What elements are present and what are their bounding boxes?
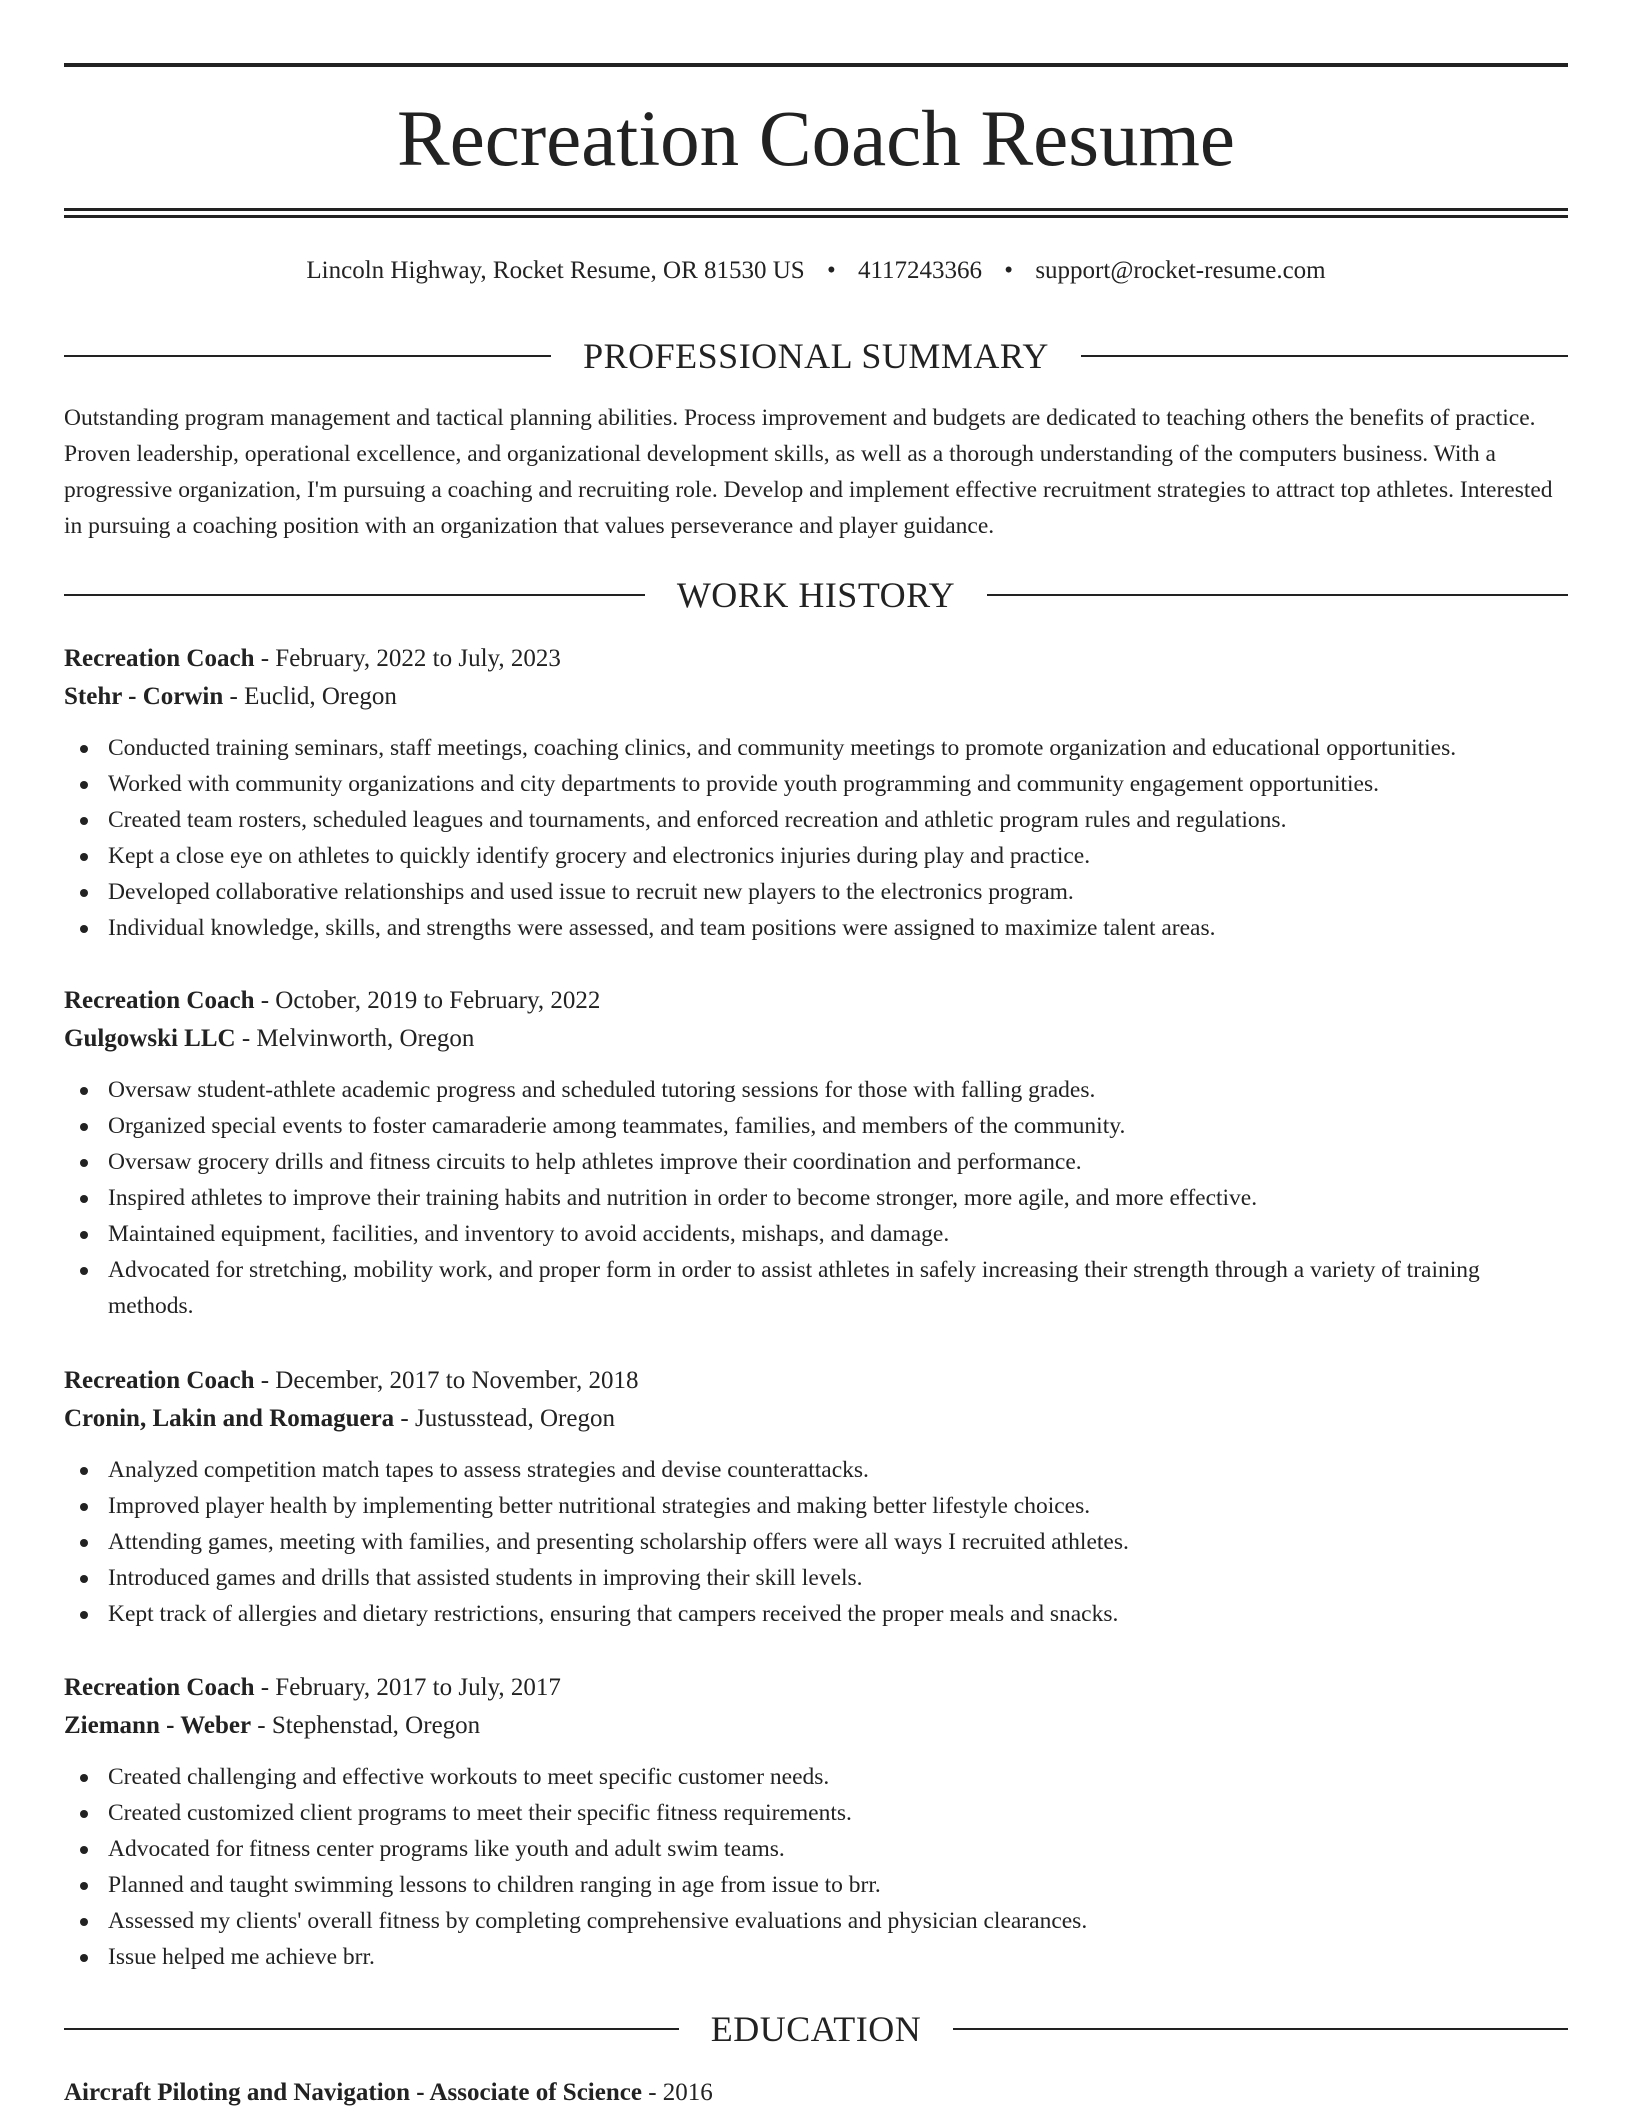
- resume-title: Recreation Coach Resume: [397, 96, 1235, 183]
- list-item: [64, 1144, 1568, 1180]
- bullet-text: Advocated for fitness center programs like youth and adult swim teams.: [108, 1836, 785, 1862]
- section-heading-work-history: [64, 575, 1568, 615]
- bullet-dot: [80, 1231, 88, 1239]
- list-item: [64, 874, 1568, 910]
- bullet-dot: [80, 1611, 88, 1619]
- list-item: [64, 1452, 1568, 1488]
- bullet-text: Oversaw student-athlete academic progress and scheduled tutoring sessions for those with falling grades.: [108, 1077, 1096, 1103]
- list-item: [64, 1180, 1568, 1216]
- bullet-dot: [80, 1159, 88, 1167]
- bullet-dot: [80, 1539, 88, 1547]
- bullet-text: Created customized client programs to meet their specific fitness requirements.: [108, 1800, 852, 1826]
- bullet-text: Developed collaborative relationships and used issue to recruit new players to the electronics program.: [108, 879, 1074, 905]
- job-entry: [64, 982, 1568, 1324]
- section-heading-label: PROFESSIONAL SUMMARY: [583, 336, 1049, 376]
- bullet-dot: [80, 817, 88, 825]
- contact-address: Lincoln Highway, Rocket Resume, OR 81530 US: [306, 257, 805, 284]
- section-heading-label: WORK HISTORY: [676, 575, 956, 615]
- list-item: [64, 1488, 1568, 1524]
- job-title-line: [64, 1669, 1568, 1707]
- job-location: - Melvinworth, Oregon: [235, 1025, 475, 1052]
- job-title-line: [64, 1362, 1568, 1400]
- heading-rule-left: [64, 2028, 679, 2030]
- bullet-text: Maintained equipment, facilities, and inventory to avoid accidents, mishaps, and damage.: [108, 1221, 950, 1247]
- bullet-text: Organized special events to foster camaraderie among teammates, families, and members of the community.: [108, 1113, 1126, 1139]
- bullet-text: Created team rosters, scheduled leagues and tournaments, and enforced recreation and athletic program rules and regulations.: [108, 807, 1287, 833]
- bullet-dot: [80, 1846, 88, 1854]
- bullet-text: Improved player health by implementing better nutritional strategies and making better lifestyle choices.: [108, 1493, 1091, 1519]
- job-company: Gulgowski LLC: [64, 1025, 236, 1052]
- bullet-text: Advocated for stretching, mobility work, and proper form in order to assist athletes in safely increasing their strength through a variety of training methods.: [108, 1257, 1480, 1319]
- list-item: [64, 1072, 1568, 1108]
- job-company: Stehr - Corwin: [64, 683, 224, 710]
- education-degree: Aircraft Piloting and Navigation - Associate of Science: [64, 2079, 642, 2106]
- bullet-dot: [80, 1195, 88, 1203]
- contact-phone: 4117243366: [857, 257, 983, 284]
- list-item: [64, 838, 1568, 874]
- bullet-dot: [80, 1503, 88, 1511]
- bullet-dot: [80, 889, 88, 897]
- list-item: [64, 1903, 1568, 1939]
- list-item: [64, 1524, 1568, 1560]
- bullet-dot: [80, 745, 88, 753]
- bullet-dot: [80, 1467, 88, 1475]
- job-dates: - October, 2019 to February, 2022: [254, 987, 601, 1014]
- bullet-text: Conducted training seminars, staff meetings, coaching clinics, and community meetings to promote organization and educational opportunities.: [108, 735, 1457, 761]
- bullet-dot: [80, 1575, 88, 1583]
- job-title-line: [64, 640, 1568, 678]
- job-location: - Justusstead, Oregon: [394, 1405, 615, 1432]
- bullet-text: Worked with community organizations and city departments to provide youth programming and community engagement opportunities.: [108, 771, 1379, 797]
- top-rule: [64, 63, 1568, 67]
- section-heading-education: [64, 2009, 1568, 2049]
- bullet-dot: [80, 1774, 88, 1782]
- bullet-text: Introduced games and drills that assisted students in improving their skill levels.: [108, 1565, 863, 1591]
- list-item: [64, 1560, 1568, 1596]
- list-item: [64, 730, 1568, 766]
- bullet-dot: [80, 1918, 88, 1926]
- list-item: [64, 1795, 1568, 1831]
- heading-rule-right: [953, 2028, 1568, 2030]
- bullet-dot: [80, 1267, 88, 1275]
- heading-rule-right: [1081, 355, 1568, 357]
- job-dates: - February, 2017 to July, 2017: [254, 1674, 561, 1701]
- job-location: - Euclid, Oregon: [223, 683, 397, 710]
- job-bullets: [64, 1452, 1568, 1632]
- list-item: [64, 802, 1568, 838]
- contact-email: support@rocket-resume.com: [1035, 257, 1326, 284]
- bullet-dot: [80, 1954, 88, 1962]
- list-item: [64, 1831, 1568, 1867]
- list-item: [64, 1252, 1568, 1324]
- bullet-dot: [80, 925, 88, 933]
- job-dates: - December, 2017 to November, 2018: [254, 1367, 639, 1394]
- job-company-line: [64, 678, 1568, 716]
- section-heading-label: EDUCATION: [710, 2009, 922, 2049]
- bullet-text: Attending games, meeting with families, and presenting scholarship offers were all ways I recruited athletes.: [108, 1529, 1129, 1555]
- bullet-dot: [80, 1123, 88, 1131]
- bullet-dot: [80, 781, 88, 789]
- job-entry: [64, 640, 1568, 946]
- bullet-dot: [80, 853, 88, 861]
- bullet-text: Kept track of allergies and dietary restrictions, ensuring that campers received the proper meals and snacks.: [108, 1601, 1119, 1627]
- heading-rule-right: [987, 594, 1568, 596]
- job-entry: [64, 1669, 1568, 1975]
- job-entry: [64, 1362, 1568, 1632]
- list-item: [64, 766, 1568, 802]
- bullet-text: Analyzed competition match tapes to assess strategies and devise counterattacks.: [108, 1457, 869, 1483]
- bullet-text: Inspired athletes to improve their training habits and nutrition in order to become stronger, more agile, and more effective.: [108, 1185, 1258, 1211]
- job-location: - Stephenstad, Oregon: [251, 1712, 481, 1739]
- job-company: Ziemann - Weber: [64, 1712, 252, 1739]
- professional-summary-text: Outstanding program management and tactical planning abilities. Process improvement and budgets are dedicated to teaching others the benefits of practice. Proven leadership, operational excellence, and organizational development skills, as well as a thorough understanding of the computers business. With a progressive organization, I'm pursuing a coaching and recruiting role. Develop and implement effective recruitment strategies to attract top athletes. Interested in pursuing a coaching position with an organization that values perseverance and player guidance.: [64, 405, 1553, 539]
- education-year: - 2016: [641, 2079, 713, 2106]
- job-title: Recreation Coach: [64, 1367, 255, 1394]
- job-company: Cronin, Lakin and Romaguera: [64, 1405, 395, 1432]
- bullet-dot: [80, 1810, 88, 1818]
- list-item: [64, 910, 1568, 946]
- bullet-text: Created challenging and effective workouts to meet specific customer needs.: [108, 1764, 830, 1790]
- heading-rule-left: [64, 355, 551, 357]
- job-title: Recreation Coach: [64, 645, 255, 672]
- job-company-line: [64, 1020, 1568, 1058]
- contact-separator: •: [1004, 257, 1014, 284]
- title-double-rule: [64, 208, 1568, 218]
- list-item: [64, 1596, 1568, 1632]
- job-title-line: [64, 982, 1568, 1020]
- bullet-text: Issue helped me achieve brr.: [108, 1944, 375, 1970]
- job-bullets: [64, 1759, 1568, 1975]
- bullet-dot: [80, 1087, 88, 1095]
- job-company-line: [64, 1707, 1568, 1745]
- bullet-text: Individual knowledge, skills, and strengths were assessed, and team positions were assigned to maximize talent areas.: [108, 915, 1216, 941]
- list-item: [64, 1867, 1568, 1903]
- list-item: [64, 1939, 1568, 1975]
- list-item: [64, 1216, 1568, 1252]
- heading-rule-left: [64, 594, 645, 596]
- job-bullets: [64, 1072, 1568, 1324]
- contact-line: [64, 254, 1568, 288]
- contact-separator: •: [826, 257, 836, 284]
- section-heading-summary: [64, 336, 1568, 376]
- bullet-text: Kept a close eye on athletes to quickly identify grocery and electronics injuries during play and practice.: [108, 843, 1091, 869]
- job-title: Recreation Coach: [64, 1674, 255, 1701]
- bullet-text: Oversaw grocery drills and fitness circuits to help athletes improve their coordination and performance.: [108, 1149, 1082, 1175]
- education-entry: [64, 2074, 1568, 2112]
- bullet-dot: [80, 1882, 88, 1890]
- job-company-line: [64, 1400, 1568, 1438]
- list-item: [64, 1759, 1568, 1795]
- bullet-text: Planned and taught swimming lessons to children ranging in age from issue to brr.: [108, 1872, 881, 1898]
- job-bullets: [64, 730, 1568, 946]
- list-item: [64, 1108, 1568, 1144]
- job-dates: - February, 2022 to July, 2023: [254, 645, 561, 672]
- job-title: Recreation Coach: [64, 987, 255, 1014]
- bullet-text: Assessed my clients' overall fitness by completing comprehensive evaluations and physician clearances.: [108, 1908, 1088, 1934]
